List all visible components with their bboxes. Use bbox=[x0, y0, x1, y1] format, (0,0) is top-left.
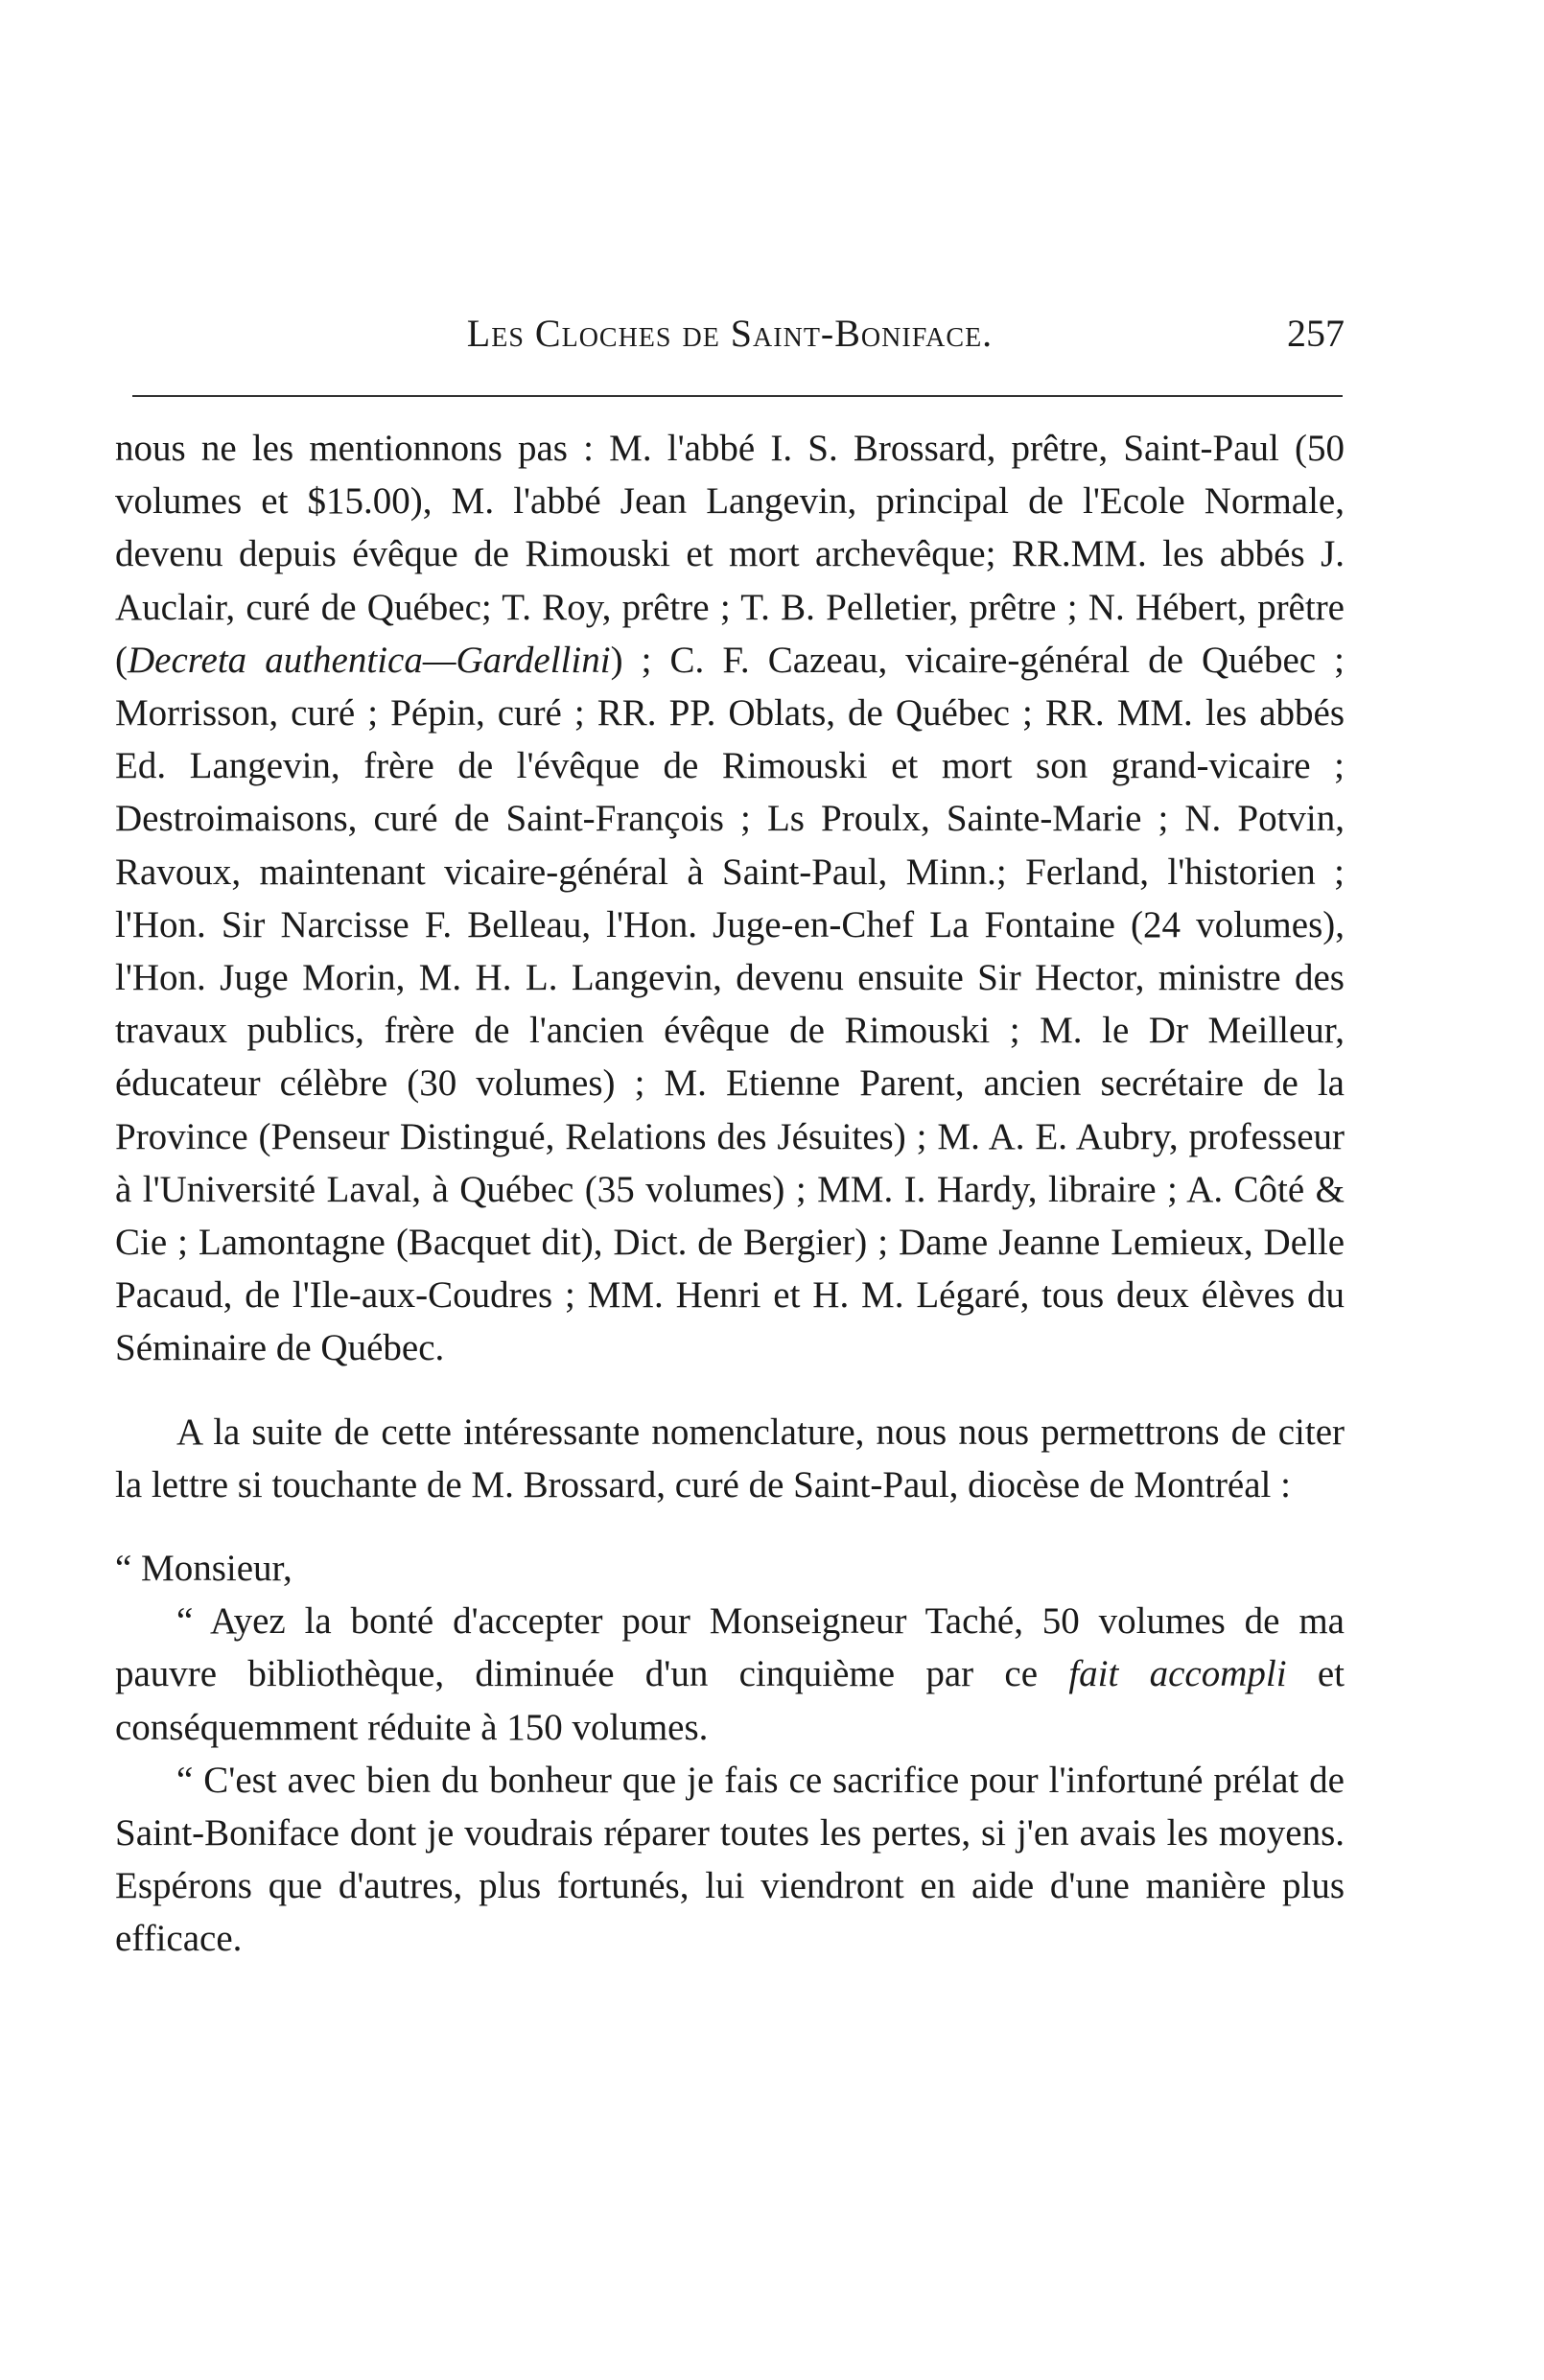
running-head bbox=[115, 305, 1345, 362]
paragraph-text: nous ne les mentionnons pas : M. l'abbé I. S. Brossard, prêtre, Saint-Paul (50 volumes et $15.00), M. l'abbé Jean Langevin, principal de l'Ecole Normale, devenu depuis évêque de Rimouski et mort archevêque; RR.MM. les abbés J. Auclair, curé de Québec; T. Roy, prêtre ; T. B. Pelletier, prêtre ; N. Hébert, prêtre ( bbox=[115, 428, 1345, 681]
header-rule bbox=[132, 395, 1343, 397]
paragraph-text: “ Ayez la bonté d'accepter pour Monseigneur Taché, 50 volumes de ma pauvre bibliothèque, diminuée d'un cinquième par ce bbox=[115, 1600, 1345, 1695]
paragraph-text: ) ; C. F. Cazeau, vicaire-général de Québec ; Morrisson, curé ; Pépin, curé ; RR. PP. Oblats, de Québec ; RR. MM. les abbés Ed. Langevin, frère de l'évêque de Rimouski et mort son grand-vicaire ; Destroimaisons, curé de Saint-François ; Ls Proulx, Sainte-Marie ; N. Potvin, Ravoux, maintenant vicaire-général à Saint-Paul, Minn.; Ferland, l'historien ; l'Hon. Sir Narcisse F. Belleau, l'Hon. Juge-en-Chef La Fontaine (24 volumes), l'Hon. Juge Morin, M. H. L. Langevin, devenu ensuite Sir Hector, ministre des travaux publics, frère de l'ancien évêque de Rimouski ; M. le Dr Meilleur, éducateur célèbre (30 volumes) ; M. Etienne Parent, ancien secrétaire de la Province (Penseur Distingué, Relations des Jésuites) ; M. A. E. Aubry, professeur à l'Université Laval, à Québec (35 volumes) ; MM. I. Hardy, libraire ; A. Côté & Cie ; Lamontagne (Bacquet dit), Dict. de Bergier) ; Dame Jeanne Lemieux, Delle Pacaud, de l'Ile-aux-Coudres ; MM. Henri et H. M. Légaré, tous deux élèves du Séminaire de Québec. bbox=[115, 639, 1345, 1369]
page-number: 257 bbox=[1287, 312, 1345, 355]
italic-phrase: fait accompli bbox=[1068, 1653, 1287, 1695]
letter-paragraph bbox=[115, 1595, 1345, 1754]
italic-title: Decreta authentica—Gardellini bbox=[128, 639, 611, 681]
paragraph-text: et conséquemment réduite à 150 volumes. bbox=[115, 1653, 1345, 1748]
paragraph-introduction: A la suite de cette intéressante nomenclature, nous nous permettrons de citer la lettre si touchante de M. Brossard, curé de Saint-Paul, diocèse de Montréal : bbox=[115, 1411, 1345, 1505]
paragraph-list-of-donors bbox=[115, 422, 1345, 1375]
letter-salutation: “ Monsieur, bbox=[115, 1548, 292, 1590]
running-title: Les Cloches de Saint-Boniface. bbox=[466, 312, 994, 355]
body-text bbox=[115, 422, 1345, 1966]
letter-paragraph: “ C'est avec bien du bonheur que je fais ce sacrifice pour l'infortuné prélat de Saint-Boniface dont je voudrais réparer toutes les pertes, si j'en avais les moyens. Espérons que d'autres, plus fortunés, lui viendront en aide d'une manière plus efficace. bbox=[115, 1759, 1345, 1960]
